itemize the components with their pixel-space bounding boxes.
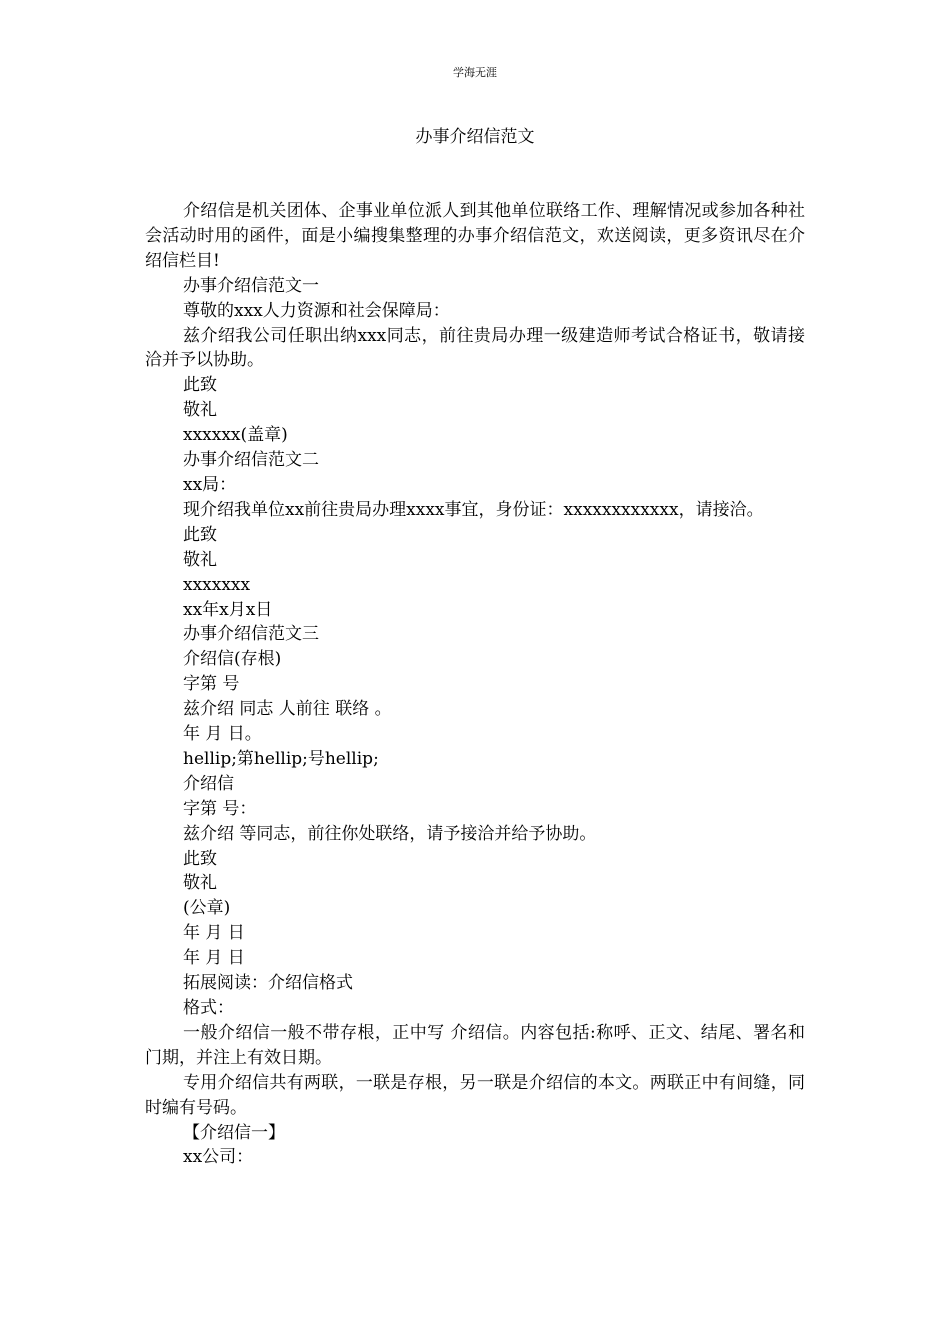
document-paragraph: 现介绍我单位xx前往贵局办理xxxx事宜，身份证：xxxxxxxxxxxx，请接洽。 bbox=[183, 499, 764, 520]
page-header: 学海无涯 bbox=[453, 66, 497, 79]
document-paragraph: 尊敬的xxx人力资源和社会保障局： bbox=[183, 300, 450, 321]
document-paragraph: 兹介绍我公司任职出纳xxx同志，前往贵局办理一级建造师考试合格证书，敬请接洽并予以协助。 bbox=[145, 325, 805, 371]
document-paragraph: 敬礼 bbox=[183, 400, 217, 421]
document-paragraph: 字第 号： bbox=[183, 798, 257, 819]
document-paragraph: xxxxxx(盖章) bbox=[183, 425, 288, 446]
document-paragraph: xx年x月x日 bbox=[183, 599, 273, 620]
document-paragraph: xx局： bbox=[183, 474, 237, 495]
document-paragraph: 此致 bbox=[183, 524, 217, 545]
document-paragraph: 办事介绍信范文三 bbox=[183, 624, 319, 645]
document-paragraph: 专用介绍信共有两联，一联是存根，另一联是介绍信的本文。两联正中有间缝，同时编有号码。 bbox=[145, 1072, 805, 1118]
document-paragraph: 兹介绍 同志 人前往 联络 。 bbox=[183, 699, 392, 720]
document-paragraph: 介绍信(存根) bbox=[183, 649, 282, 670]
document-paragraph: 办事介绍信范文二 bbox=[183, 450, 319, 471]
document-body bbox=[145, 199, 805, 1170]
document-paragraph: 年 月 日。 bbox=[183, 724, 262, 745]
document-paragraph: 敬礼 bbox=[183, 549, 217, 570]
document-paragraph: 办事介绍信范文一 bbox=[183, 275, 319, 296]
document-paragraph: 介绍信 bbox=[183, 773, 234, 794]
document-paragraph: 年 月 日 bbox=[183, 948, 245, 969]
document-title: 办事介绍信范文 bbox=[415, 127, 535, 147]
document-paragraph: 介绍信是机关团体、企事业单位派人到其他单位联络工作、理解情况或参加各种社会活动时用的函件，面是小编搜集整理的办事介绍信范文，欢送阅读，更多资讯尽在介绍信栏目! bbox=[145, 201, 805, 271]
document-paragraph: 兹介绍 等同志，前往你处联络，请予接洽并给予协助。 bbox=[183, 823, 597, 844]
document-paragraph: 年 月 日 bbox=[183, 923, 245, 944]
document-paragraph: 一般介绍信一般不带存根，正中写 介绍信。内容包括:称呼、正文、结尾、署名和门期，并注上有效日期。 bbox=[145, 1022, 805, 1068]
document-paragraph: 【介绍信一】 bbox=[183, 1122, 285, 1143]
document-paragraph: 拓展阅读：介绍信格式 bbox=[183, 973, 353, 994]
document-paragraph: xxxxxxx bbox=[183, 574, 251, 595]
document-paragraph: 此致 bbox=[183, 848, 217, 869]
document-paragraph: xx公司： bbox=[183, 1147, 254, 1168]
document-paragraph: hellip;第hellip;号hellip; bbox=[183, 748, 379, 769]
document-paragraph: 敬礼 bbox=[183, 873, 217, 894]
document-paragraph: 字第 号 bbox=[183, 674, 240, 695]
document-paragraph: (公章) bbox=[183, 898, 231, 919]
document-paragraph: 格式： bbox=[183, 998, 234, 1018]
document-paragraph: 此致 bbox=[183, 375, 217, 396]
